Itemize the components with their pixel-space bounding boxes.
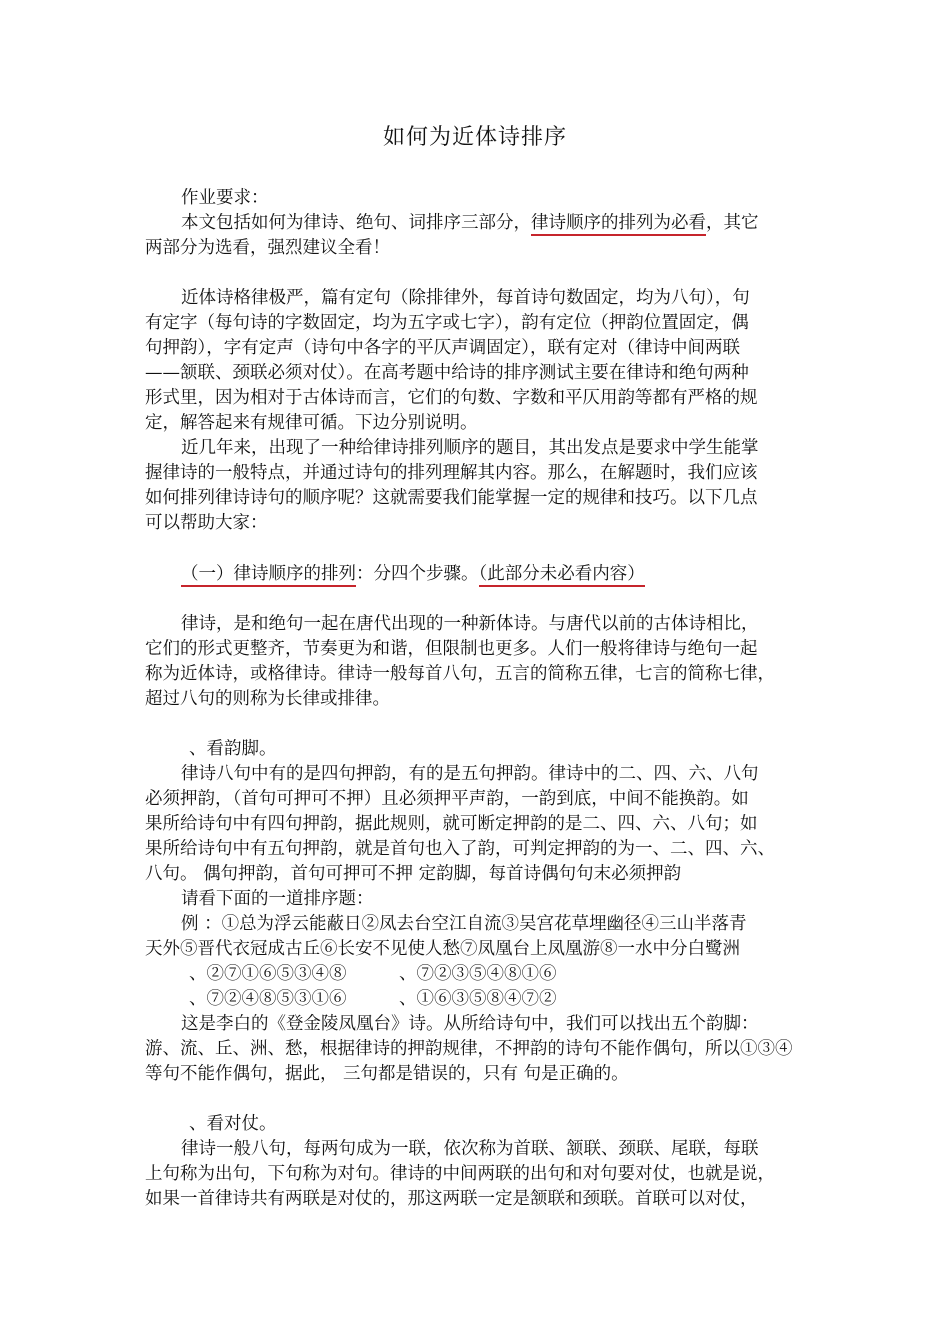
para-line: 超过八句的则称为长律或排律。 (145, 689, 390, 709)
example-line: 天外⑤晋代衣冠成古丘⑥长安不见使人愁⑦凤凰台上凤凰游⑧一水中分白鹭洲 (145, 939, 740, 959)
para-line: 等句不能作偶句，据此， 三句都是错误的，只有 句是正确的。 (145, 1064, 629, 1084)
para-line: 可以帮助大家： (145, 513, 268, 533)
para-line: 必须押韵，（首句可押可不押）且必须押平声韵，一韵到底，中间不能换韵。如 (145, 789, 749, 809)
assignment-line-2: 两部分为选看，强烈建议全看！ (145, 238, 390, 258)
para-line: 上句称为出句，下句称为对句。律诗的中间两联的出句和对句要对仗，也就是说， (145, 1164, 775, 1184)
para-line: 如果一首律诗共有两联是对仗的，那这两联一定是颔联和颈联。首联可以对仗， (145, 1189, 758, 1209)
option-a: 、②⑦①⑥⑤③④⑧ (189, 964, 347, 984)
para-line: 握律诗的一般特点，并通过诗句的排列理解其内容。那么，在解题时，我们应该 (145, 463, 758, 483)
assignment-line-1 (145, 211, 851, 236)
example-line: 例 ：①总为浮云能蔽日②凤去台空江自流③吴宫花草埋幽径④三山半落青 (181, 914, 747, 934)
section-title-underline: （一）律诗顺序的排列 (181, 564, 356, 587)
section-heading (145, 562, 851, 587)
para-line: 游、流、丘、洲、愁，根据律诗的押韵规律，不押韵的诗句不能作偶句，所以①③④ (145, 1039, 793, 1059)
para-line: 近体诗格律极严，篇有定句（除排律外，每首诗句数固定，均为八句），句 (181, 288, 750, 308)
para-line: 称为近体诗，或格律诗。律诗一般每首八句，五言的简称五律，七言的简称七律， (145, 664, 775, 684)
text-span: ，其它 (706, 213, 759, 233)
assignment-heading: 作业要求： (181, 188, 269, 208)
section-note-underline: （此部分未必看内容） (479, 564, 645, 587)
option-b: 、⑦②③⑤④⑧①⑥ (399, 964, 557, 984)
para-line: 果所给诗句中有四句押韵，据此规则，就可断定押韵的是二、四、六、八句；如 (145, 814, 758, 834)
para-line: 律诗一般八句，每两句成为一联，依次称为首联、颔联、颈联、尾联，每联 (181, 1139, 759, 1159)
para-line: 定，解答起来有规律可循。下边分别说明。 (145, 413, 478, 433)
text-span: 本文包括如何为律诗、绝句、词排序三部分， (181, 213, 531, 233)
para-line: 如何排列律诗诗句的顺序呢？这就需要我们能掌握一定的规律和技巧。以下几点 (145, 488, 758, 508)
para-line: 这是李白的《登金陵凤凰台》诗。从所给诗句中，我们可以找出五个韵脚： (181, 1014, 759, 1034)
para-line: 它们的形式更整齐，节奏更为和谐，但限制也更多。人们一般将律诗与绝句一起 (145, 639, 758, 659)
para-line: ——颔联、颈联必须对仗）。在高考题中给诗的排序测试主要在律诗和绝句两种 (145, 363, 749, 383)
para-line: 律诗八句中有的是四句押韵，有的是五句押韵。律诗中的二、四、六、八句 (181, 764, 759, 784)
option-c: 、⑦②④⑧⑤③①⑥ (189, 989, 347, 1009)
para-line: 果所给诗句中有五句押韵，就是首句也入了韵，可判定押韵的为一、二、四、六、 (145, 839, 775, 859)
para-line: 句押韵），字有定声（诗句中各字的平仄声调固定），联有定对（律诗中间两联 (145, 338, 740, 358)
text-span: ：分四个步骤。 (356, 564, 479, 584)
required-reading-underline: 律诗顺序的排列为必看 (531, 213, 706, 236)
subheading-rhyme: 、看韵脚。 (189, 739, 277, 759)
para-line: 律诗，是和绝句一起在唐代出现的一种新体诗。与唐代以前的古体诗相比， (181, 614, 759, 634)
option-d: 、①⑥③⑤⑧④⑦② (399, 989, 557, 1009)
para-line: 近几年来，出现了一种给律诗排列顺序的题目，其出发点是要求中学生能掌 (181, 438, 759, 458)
para-line: 形式里，因为相对于古体诗而言，它们的句数、字数和平仄用韵等都有严格的规 (145, 388, 758, 408)
para-line: 八句。 偶句押韵，首句可押可不押 定韵脚，每首诗偶句句末必须押韵 (145, 864, 682, 884)
subheading-parallelism: 、看对仗。 (189, 1114, 277, 1134)
answer-options-row-2 (145, 987, 859, 1012)
para-line: 请看下面的一道排序题： (181, 889, 374, 909)
page-title: 如何为近体诗排序 (382, 125, 567, 150)
para-line: 有定字（每句诗的字数固定，均为五字或七字），韵有定位（押韵位置固定，偶 (145, 313, 749, 333)
answer-options-row-1 (145, 962, 859, 987)
